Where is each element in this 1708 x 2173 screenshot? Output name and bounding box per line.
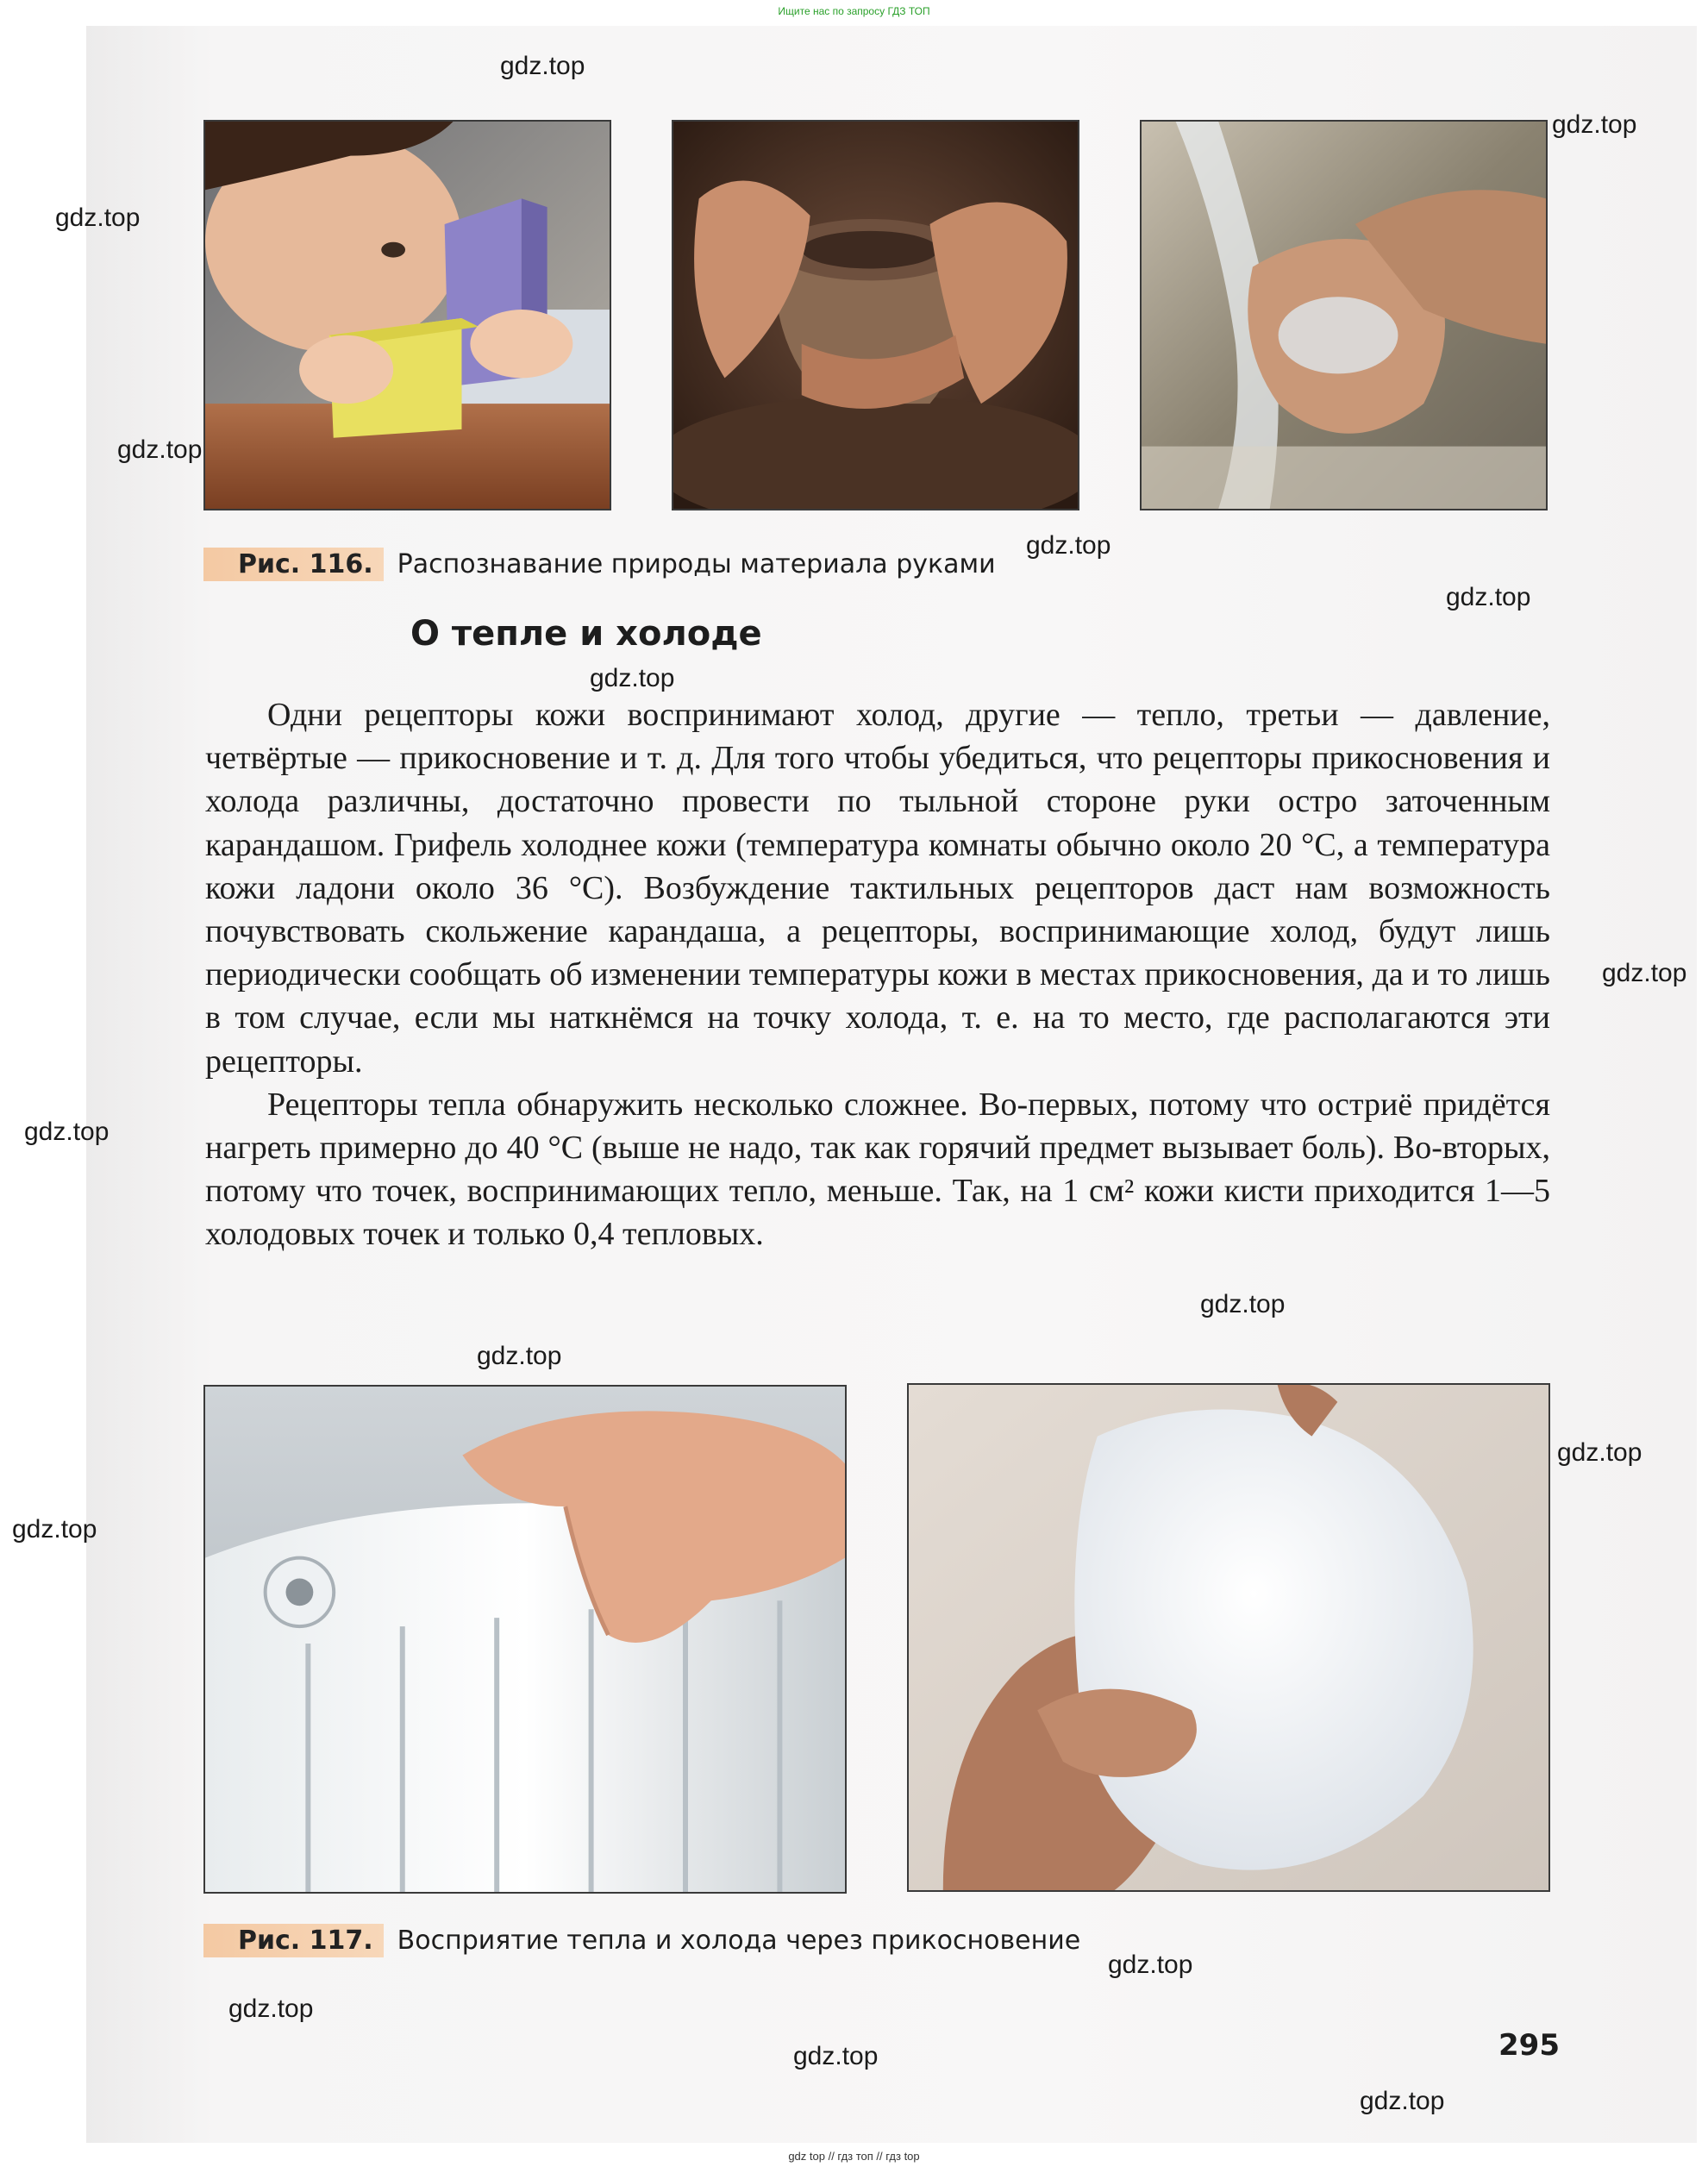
figure-117-label: Рис. 117. <box>203 1924 384 1957</box>
watermark: gdz.top <box>477 1342 562 1370</box>
header-note: Ищите нас по запросу ГДЗ ТОП <box>778 5 930 17</box>
photo-snow-hand <box>907 1383 1550 1892</box>
watermark: gdz.top <box>117 435 203 464</box>
footer-note: gdz top // гдз топ // гдз top <box>788 2150 920 2163</box>
photo-radiator-hand <box>203 1385 847 1894</box>
figure-116-label: Рис. 116. <box>203 548 384 581</box>
watermark: gdz.top <box>1552 110 1637 139</box>
section-title: О тепле и холоде <box>410 614 762 654</box>
watermark: gdz.top <box>500 52 585 80</box>
photo-water-hands <box>1140 120 1548 510</box>
watermark: gdz.top <box>1108 1951 1193 1979</box>
paragraph-1: Одни рецепторы кожи воспринимают холод, другие — тепло, третьи — давление, четвёртые — прикосновение и т. д. Для того чтобы убедиться, что рецепторы прикосновения и холода различны, достаточно провести по тыльной стороне руки остро заточенным карандашом. Грифель холоднее кожи (температура комнаты обычно около 20 °С, а температура кожи ладони около 36 °С). Возбуждение тактильных рецепторов даст нам возможность почувствовать скольжение карандаша, а рецепторы, воспринимающие холод, будут лишь периодически сообщать об изменении температуры кожи в местах прикосновения, да и то лишь в том случае, если мы наткнёмся на точку холода, т. е. на то место, где располагаются эти рецепторы. <box>205 697 1550 1080</box>
watermark: gdz.top <box>793 2042 879 2070</box>
watermark: gdz.top <box>1602 959 1687 987</box>
watermark: gdz.top <box>1360 2087 1445 2115</box>
watermark: gdz.top <box>12 1515 97 1544</box>
watermark: gdz.top <box>24 1118 109 1146</box>
figure-116-caption-text: Распознавание природы материала руками <box>397 548 996 579</box>
watermark: gdz.top <box>228 1995 314 2023</box>
watermark: gdz.top <box>1446 583 1531 611</box>
watermark: gdz.top <box>1200 1290 1286 1318</box>
watermark: gdz.top <box>1557 1438 1642 1467</box>
figure-117-caption-text: Восприятие тепла и холода через прикосновение <box>397 1925 1081 1956</box>
watermark: gdz.top <box>1026 531 1111 560</box>
watermark: gdz.top <box>590 664 675 692</box>
photo-clay-pot <box>672 120 1079 510</box>
watermark: gdz.top <box>55 204 141 232</box>
photo-child-blocks <box>203 120 611 510</box>
body-text <box>205 693 1550 1256</box>
figure-117-caption <box>203 1923 1080 1957</box>
page-number: 295 <box>1498 2028 1560 2063</box>
figure-116-caption <box>203 547 996 581</box>
paragraph-2: Рецепторы тепла обнаружить несколько сложнее. Во-первых, потому что остриё придётся нагреть примерно до 40 °С (выше не надо, так как горячий предмет вызывает боль). Во-вторых, потому что точек, воспринимающих тепло, меньше. Так, на 1 см² кожи кисти приходится 1—5 холодовых точек и только 0,4 тепловых. <box>205 1086 1550 1253</box>
